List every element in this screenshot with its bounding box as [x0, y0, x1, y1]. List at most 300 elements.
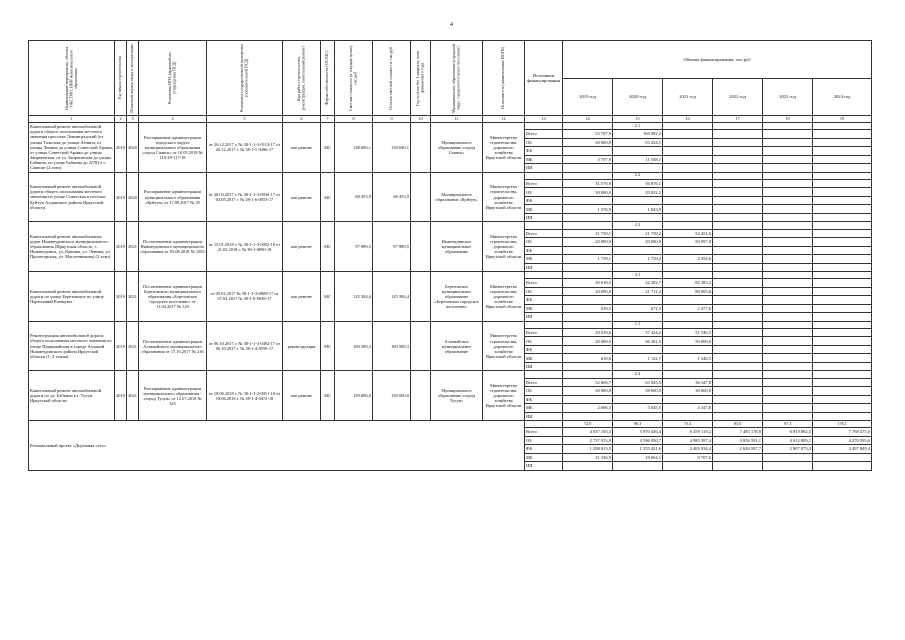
amount-cell: 21 739,2 [613, 229, 663, 238]
amount-cell [713, 279, 763, 288]
source-label: Всего [525, 130, 563, 139]
amount-cell: 7 483 178,8 [713, 428, 763, 437]
amount-cell [713, 164, 763, 173]
column-number: 5 [207, 116, 283, 123]
amount-cell [563, 147, 613, 156]
expertise-details: от 09.02.2017 № 38-1-1-3-0009-17 от 07.04.2017 № 38-1-6-0049-17 [207, 272, 283, 322]
amount-cell [663, 296, 713, 305]
amount-cell: 20 618,6 [563, 328, 613, 337]
project-number [713, 371, 763, 378]
amount-cell [813, 188, 872, 197]
column-number: 14 [563, 116, 613, 123]
amount-cell [763, 395, 813, 404]
amount-cell: 2 737 913,9 [563, 436, 613, 445]
amount-cell [713, 313, 763, 322]
amount-cell: 4 270 595,6 [813, 436, 872, 445]
amount-cell [713, 213, 763, 222]
year-remain [411, 222, 431, 272]
amount-cell [813, 164, 872, 173]
amount-cell [813, 337, 872, 346]
commissioning-year: 2021 [127, 321, 139, 371]
project-number: 1.1 [613, 321, 663, 328]
column-number: 17 [713, 116, 763, 123]
amount-cell: 35 032,2 [613, 188, 663, 197]
amount-cell: 3 707,9 [563, 155, 613, 164]
remaining-cost: 125 384,4 [373, 272, 411, 322]
amount-cell: 5 045,5 [613, 404, 663, 413]
amount-cell: 4 985 397,4 [663, 436, 713, 445]
amount-cell: 36 347,8 [663, 378, 713, 387]
column-number: 15 [613, 116, 663, 123]
project-name: Капитальный ремонт автомобильной дороги общего пользования местного значения проспект Ленинградский (от улицы Тальская до улицы Ленина, от улицы Ленина до улицы Советской Армии, от улицы Советской Армии до улицы Заиркинская, от ул. Заиркинская до улицы Бабкина, по улице Бабкина до АТП) в г. Саянске (2 этап) [30, 124, 113, 171]
project-row [29, 172, 872, 179]
source-label: ФБ [525, 196, 563, 205]
amount-cell: 5 970 436,4 [613, 428, 663, 437]
amount-cell: 7 768 475,0 [813, 428, 872, 437]
amount-cell [713, 229, 763, 238]
amount-cell [813, 238, 872, 247]
amount-cell [813, 362, 872, 371]
amount-cell: 30 000,0 [563, 188, 613, 197]
year-remain [411, 371, 431, 421]
amount-cell [563, 196, 613, 205]
amount-cell [713, 345, 763, 354]
header-ownership: Форма собственности (ОС/МС) [321, 41, 335, 116]
amount-cell: 31 576,9 [563, 179, 613, 188]
amount-cell [713, 147, 763, 156]
financing-table [28, 40, 872, 471]
amount-cell [713, 395, 763, 404]
amount-cell [613, 412, 663, 421]
amount-cell [813, 313, 872, 322]
amount-cell: 2 626 587,7 [713, 445, 763, 454]
source-label: МБ [525, 155, 563, 164]
year-remain [411, 172, 431, 222]
header-commissioning: Плановый период ввода в эксплуатацию [127, 41, 139, 116]
amount-cell [613, 263, 663, 272]
amount-cell [763, 196, 813, 205]
amount-cell [813, 279, 872, 288]
amount-cell [763, 205, 813, 214]
header-year: 2022 год [713, 78, 763, 116]
project-number [813, 172, 872, 179]
amount-cell [713, 179, 763, 188]
amount-cell [663, 188, 713, 197]
header-year: 2023 год [763, 78, 813, 116]
header-year: 2019 год [563, 78, 613, 116]
amount-cell: 36 301,5 [613, 337, 663, 346]
work-type: кап.ремонт [283, 123, 321, 173]
amount-cell [763, 378, 813, 387]
amount-cell [713, 378, 763, 387]
project-number [563, 371, 613, 378]
amount-cell [663, 362, 713, 371]
amount-cell [763, 296, 813, 305]
project-row [29, 123, 872, 130]
project-row [29, 222, 872, 229]
source-cell-empty [525, 421, 563, 428]
amount-cell: 20 000,0 [613, 238, 663, 247]
source-label: МБ [525, 304, 563, 313]
municipality: Березовское муниципальное образование «Березовское городское поселение» [431, 272, 483, 322]
remaining-cost: 97 989,5 [373, 222, 411, 272]
amount-cell [763, 354, 813, 363]
amount-cell [713, 255, 763, 264]
source-label: МБ [525, 205, 563, 214]
column-number: 18 [763, 116, 813, 123]
amount-cell [663, 345, 713, 354]
amount-cell: 2 807 073,4 [763, 445, 813, 454]
amount-cell [663, 213, 713, 222]
start-year: 2019 [115, 272, 127, 322]
column-number: 6 [283, 116, 321, 123]
amount-cell [763, 404, 813, 413]
amount-cell [713, 155, 763, 164]
header-start-year: Год начала строительства [115, 41, 127, 116]
source-label: Всего [525, 328, 563, 337]
amount-cell [813, 453, 872, 462]
amount-cell [713, 263, 763, 272]
source-label: ОБ [525, 436, 563, 445]
expertise-details: от 28.03.2017 г. № 38-1-1-3-0030-17 от 02.05.2017 г. № 38-1-6-0053-17 [207, 172, 283, 222]
source-label: ФБ [525, 395, 563, 404]
amount-cell [763, 345, 813, 354]
project-name: Реконструкция автомобильной дороги общего пользования местного значения по улице Первомайская в городе Алзамай Нижнеудинского района Иркутской области (1, 2 этапы) [29, 321, 115, 371]
amount-cell [813, 130, 872, 139]
amount-cell [563, 412, 613, 421]
column-number: 7 [321, 116, 335, 123]
project-number [763, 172, 813, 179]
amount-cell: 21 739,1 [563, 229, 613, 238]
project-row [29, 371, 872, 378]
start-year: 2019 [115, 321, 127, 371]
source-label: ОБ [525, 387, 563, 396]
project-number [663, 123, 713, 130]
amount-cell: 50 097,0 [663, 238, 713, 247]
amount-cell: 1 355 421,6 [613, 445, 663, 454]
source-label: ОБ [525, 138, 563, 147]
amount-cell: 1 122,7 [613, 354, 663, 363]
project-number: 3.1 [613, 272, 663, 279]
amount-cell [713, 238, 763, 247]
amount-cell: 1 739,1 [563, 255, 613, 264]
source-label: ИИ [525, 462, 563, 471]
amount-cell [713, 412, 763, 421]
npa-details: Распоряжение администрации муниципального образования «Куйтун» от 17.09.2017 № 35 [139, 172, 207, 222]
amount-cell: 2 465 934,4 [663, 445, 713, 454]
amount-cell: 4 354,6 [663, 255, 713, 264]
expertise-details: от 26.12.2017 г. № 38-1-1-3-0113-17 от 26.12.2017 г. № 38-1-1-0496-17 [207, 123, 283, 173]
estimated-cost: 68 453,9 [335, 172, 373, 222]
amount-cell [813, 205, 872, 214]
header-executor: Исполнитель (наименование ИОГВ) [483, 41, 525, 116]
amount-cell [763, 246, 813, 255]
amount-cell [763, 130, 813, 139]
amount-cell [763, 412, 813, 421]
amount-cell: 4 856 591,1 [713, 436, 763, 445]
project-number [763, 371, 813, 378]
amount-cell [663, 155, 713, 164]
column-numbers-row [29, 116, 872, 123]
executor: Министерство строительства, дорожного хозяйства Иркутской области [483, 222, 525, 272]
amount-cell: 33 707,9 [563, 130, 613, 139]
amount-cell [713, 246, 763, 255]
amount-cell: 37 424,2 [613, 328, 663, 337]
project-number: 2.2 [613, 172, 663, 179]
amount-cell [763, 213, 813, 222]
source-label: ФБ [525, 296, 563, 305]
amount-cell [813, 138, 872, 147]
amount-cell: 36 876,1 [613, 179, 663, 188]
regional-percent: 96,3 [613, 421, 663, 428]
amount-cell [763, 229, 813, 238]
amount-cell: 21 711,2 [613, 287, 663, 296]
amount-cell [613, 164, 663, 173]
amount-cell [763, 304, 813, 313]
project-number: 2.4 [613, 371, 663, 378]
header-sources: Источники финансирования [525, 41, 563, 116]
amount-cell [763, 337, 813, 346]
source-cell-empty [525, 123, 563, 130]
column-number: 9 [373, 116, 411, 123]
amount-cell: 22 382,7 [613, 279, 663, 288]
amount-cell: 50 000,0 [663, 337, 713, 346]
amount-cell: 58 000,0 [613, 387, 663, 396]
amount-cell [813, 354, 872, 363]
amount-cell [563, 395, 613, 404]
municipality: Нижнеудинское муниципальное образование [431, 222, 483, 272]
amount-cell [613, 296, 663, 305]
amount-cell [713, 337, 763, 346]
source-label: Всего [525, 378, 563, 387]
executor: Министерство строительства, дорожного хозяйства Иркутской области [483, 371, 525, 421]
source-label: ФБ [525, 345, 563, 354]
estimated-cost: 109 589,3 [335, 321, 373, 371]
remaining-cost: 68 453,9 [373, 172, 411, 222]
column-number: 12 [483, 116, 525, 123]
amount-cell [613, 246, 663, 255]
header-npa: Реквизиты НПА (правовой акт утверждения ПСД) [139, 41, 207, 116]
ownership: МС [321, 272, 335, 322]
amount-cell [763, 462, 813, 471]
npa-details: Постановление администрации Алзамайского муниципального образования от 17.10.2017 № 216 [139, 321, 207, 371]
amount-cell [763, 138, 813, 147]
amount-cell: 54 451,6 [663, 229, 713, 238]
amount-cell: 1 739,2 [613, 255, 663, 264]
amount-cell [713, 453, 763, 462]
project-number [563, 123, 613, 130]
project-number [563, 172, 613, 179]
amount-cell [563, 263, 613, 272]
amount-cell [563, 462, 613, 471]
amount-cell [813, 213, 872, 222]
source-label: Всего [525, 428, 563, 437]
amount-cell [763, 387, 813, 396]
amount-cell: 20 618,5 [563, 279, 613, 288]
amount-cell: 1 843,9 [613, 205, 663, 214]
municipality: Муниципальное образование «город Саянск» [431, 123, 483, 173]
amount-cell: 3 497 849,4 [813, 445, 872, 454]
source-label: ИИ [525, 213, 563, 222]
amount-cell [813, 378, 872, 387]
regional-project-name: Региональный проект «Дорожная сеть» [29, 421, 525, 471]
project-number [663, 272, 713, 279]
municipality: Муниципальное образование «город Тулун» [431, 371, 483, 421]
project-number: 2.1 [613, 123, 663, 130]
year-remain [411, 272, 431, 322]
amount-cell: 618,5 [563, 304, 613, 313]
amount-cell [813, 304, 872, 313]
amount-cell [663, 138, 713, 147]
amount-cell: 104 982,2 [613, 130, 663, 139]
start-year: 2019 [115, 172, 127, 222]
amount-cell [813, 328, 872, 337]
amount-cell [563, 362, 613, 371]
amount-cell [713, 188, 763, 197]
amount-cell: 11 548,1 [613, 155, 663, 164]
work-type: реконструкция [283, 321, 321, 371]
project-number [813, 321, 872, 328]
ownership: МС [321, 371, 335, 421]
source-cell-empty [525, 321, 563, 328]
project-number [713, 321, 763, 328]
project-number [813, 222, 872, 229]
amount-cell: 20 000,0 [563, 287, 613, 296]
amount-cell [613, 345, 663, 354]
project-number [813, 123, 872, 130]
source-label: ИИ [525, 313, 563, 322]
work-type: кап.ремонт [283, 172, 321, 222]
regional-percent: 73,4 [663, 421, 713, 428]
amount-cell [713, 196, 763, 205]
remaining-cost: 138 690,1 [373, 123, 411, 173]
amount-cell: 2 477,6 [663, 304, 713, 313]
amount-cell [763, 155, 813, 164]
estimated-cost: 139 000,0 [335, 371, 373, 421]
source-cell-empty [525, 272, 563, 279]
amount-cell: 618,6 [563, 354, 613, 363]
project-number [713, 222, 763, 229]
column-number: 19 [813, 116, 872, 123]
npa-details: Распоряжение администрации городского округа муниципального образования «город Саянск» от 10.05.2018 № 110-29-117-18 [139, 123, 207, 173]
project-number [763, 321, 813, 328]
amount-cell: 1 298 813,5 [563, 445, 613, 454]
amount-cell [663, 205, 713, 214]
amount-cell: 30 000,0 [563, 387, 613, 396]
project-name: Капитальный ремонт автомобильных дорог Нижнеудинского муниципального образования (Иркутская область, г. Нижнеудинск, ул. Кашика, ул. Ленина, ул. Пролетарская, ул. Масленникова) (2 этап) [29, 222, 115, 272]
amount-cell [763, 238, 813, 247]
project-number [713, 272, 763, 279]
source-label: МБ [525, 354, 563, 363]
remaining-cost: 139 000,0 [373, 371, 411, 421]
header-remain: Остаток сметной стоимости, тыс.руб [373, 41, 411, 116]
amount-cell: 51 546,5 [663, 328, 713, 337]
amount-cell: 6 459 119,2 [663, 428, 713, 437]
column-number: 2 [115, 116, 127, 123]
column-number: 1 [29, 116, 115, 123]
regional-percent: 83,0 [713, 421, 763, 428]
amount-cell [663, 147, 713, 156]
start-year: 2019 [115, 371, 127, 421]
commissioning-year: 2021 [127, 371, 139, 421]
amount-cell [713, 296, 763, 305]
project-number [713, 123, 763, 130]
project-number [663, 172, 713, 179]
amount-cell [613, 196, 663, 205]
amount-cell [663, 395, 713, 404]
amount-cell [763, 453, 813, 462]
project-name: Капитальный ремонт автомобильной дороги по улице Березовское по улице Партизаний Коммуны [29, 272, 115, 322]
municipality: Муниципальное образование «Куйтун» [431, 172, 483, 222]
project-number [663, 371, 713, 378]
amount-cell [713, 462, 763, 471]
source-label: МБ [525, 453, 563, 462]
executor: Министерство строительства, дорожного хозяйства Иркутской области [483, 321, 525, 371]
project-number [563, 222, 613, 229]
header-name: Наименование мероприятия, объекта ОКСТМО, ИНН муниципального образования [29, 41, 115, 116]
amount-cell [763, 255, 813, 264]
header-row [29, 41, 872, 79]
amount-cell [713, 328, 763, 337]
work-type: кап.ремонт [283, 222, 321, 272]
header-expertise: Реквизиты государственной экспертизы (положительной ПСД) [207, 41, 283, 116]
amount-cell: 21 336,9 [563, 453, 613, 462]
amount-cell [813, 287, 872, 296]
amount-cell: 9 707,6 [663, 453, 713, 462]
regional-percent: 97,3 [763, 421, 813, 428]
source-label: Всего [525, 279, 563, 288]
amount-cell: 30 000,0 [563, 138, 613, 147]
amount-cell [813, 404, 872, 413]
amount-cell [713, 404, 763, 413]
npa-details: Постановление администрации Березовского муниципального образования «Березовское городское поселение» от 11.04.2017 № 120 [139, 272, 207, 322]
amount-cell [763, 179, 813, 188]
project-row [29, 321, 872, 328]
amount-cell [763, 287, 813, 296]
header-work-type: Вид работ (строительство, реконструкция, капитальный ремонт) [283, 41, 321, 116]
source-label: ИИ [525, 412, 563, 421]
amount-cell [813, 345, 872, 354]
table-body [29, 123, 872, 471]
header-year: 2021 год [663, 78, 713, 116]
amount-cell: 20 000,0 [563, 337, 613, 346]
amount-cell [613, 462, 663, 471]
start-year: 2019 [115, 123, 127, 173]
amount-cell [663, 179, 713, 188]
source-label: ОБ [525, 238, 563, 247]
project-number [663, 222, 713, 229]
column-number: 8 [335, 116, 373, 123]
amount-cell [813, 263, 872, 272]
amount-cell [813, 387, 872, 396]
amount-cell [713, 362, 763, 371]
work-type: кап.ремонт [283, 272, 321, 322]
amount-cell [813, 246, 872, 255]
source-label: ФБ [525, 246, 563, 255]
regional-percent: 178,1 [813, 421, 872, 428]
project-number [563, 321, 613, 328]
amount-cell [663, 164, 713, 173]
amount-cell [613, 147, 663, 156]
regional-percent: 72,0 [563, 421, 613, 428]
header-municipality: Муниципальное образование (городской округ, городское/сельское поселение) [431, 41, 483, 116]
commissioning-year: 2020 [127, 172, 139, 222]
ownership: МС [321, 222, 335, 272]
source-label: ФБ [525, 445, 563, 454]
source-label: ОБ [525, 287, 563, 296]
amount-cell [763, 313, 813, 322]
executor: Министерство строительства, дорожного хозяйства Иркутской области [483, 172, 525, 222]
